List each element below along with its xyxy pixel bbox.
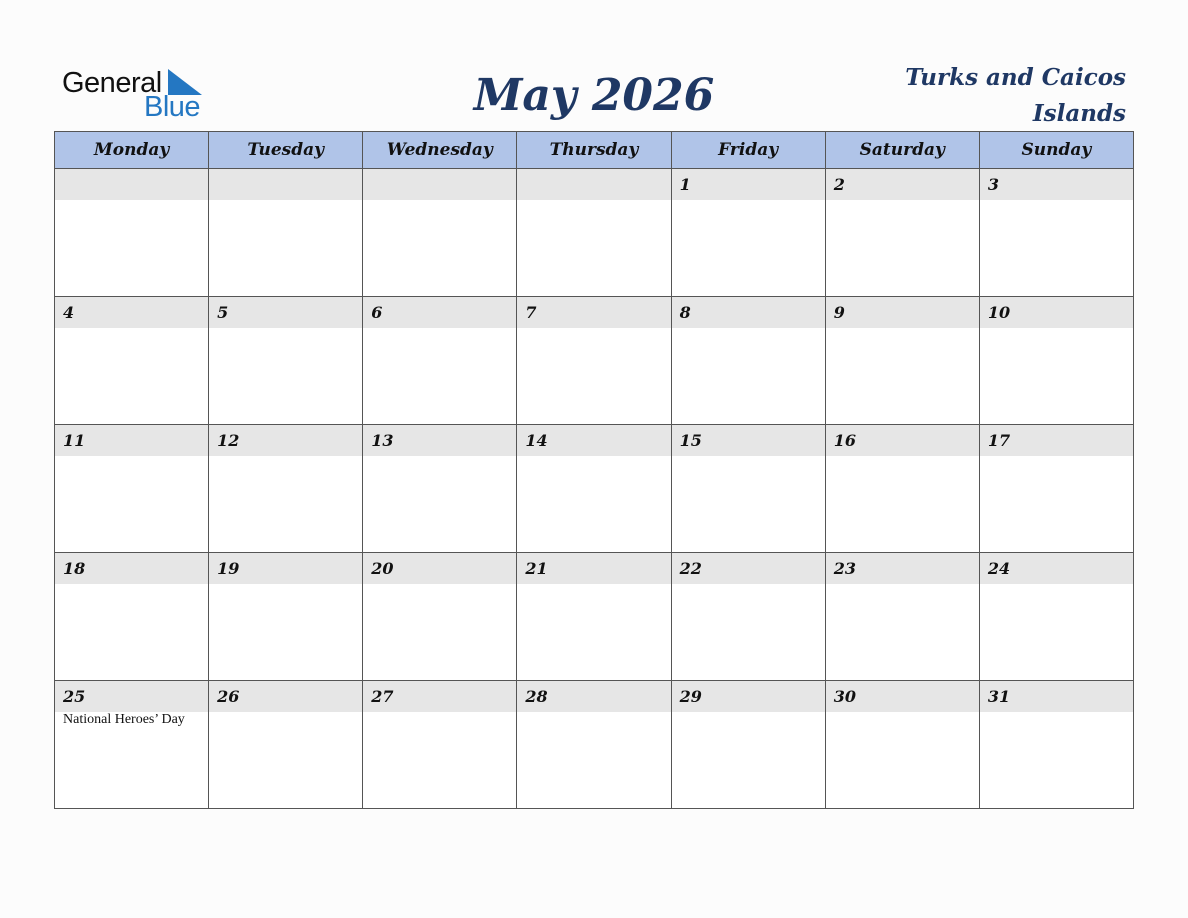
day-number	[55, 169, 208, 200]
day-cell	[55, 425, 209, 553]
day-cell	[825, 681, 979, 809]
day-cell	[209, 169, 363, 297]
day-cell	[209, 553, 363, 681]
day-number: 29	[672, 681, 825, 712]
day-number: 20	[363, 553, 516, 584]
day-number: 5	[209, 297, 362, 328]
day-number: 24	[980, 553, 1133, 584]
day-number: 12	[209, 425, 362, 456]
day-number: 21	[517, 553, 670, 584]
day-cell	[671, 169, 825, 297]
day-number: 26	[209, 681, 362, 712]
day-cell	[209, 681, 363, 809]
day-cell	[55, 681, 209, 809]
day-number: 3	[980, 169, 1133, 200]
day-number: 15	[672, 425, 825, 456]
day-number: 22	[672, 553, 825, 584]
holiday-label: National Heroes’ Day	[63, 712, 185, 727]
day-number: 9	[826, 297, 979, 328]
day-number: 17	[980, 425, 1133, 456]
day-number: 10	[980, 297, 1133, 328]
day-cell	[363, 169, 517, 297]
day-cell	[825, 297, 979, 425]
day-cell	[979, 169, 1133, 297]
day-cell	[363, 425, 517, 553]
day-number: 25	[55, 681, 208, 712]
week-row	[55, 553, 1134, 681]
day-cell	[517, 681, 671, 809]
weekday-sunday: Sunday	[979, 132, 1133, 169]
weekday-saturday: Saturday	[825, 132, 979, 169]
week-row	[55, 425, 1134, 553]
day-cell	[671, 553, 825, 681]
day-number	[517, 169, 670, 200]
week-row	[55, 681, 1134, 809]
weekday-friday: Friday	[671, 132, 825, 169]
day-cell	[671, 681, 825, 809]
day-cell	[517, 553, 671, 681]
day-cell	[517, 297, 671, 425]
day-number: 28	[517, 681, 670, 712]
day-cell	[55, 297, 209, 425]
day-number: 1	[672, 169, 825, 200]
day-cell	[55, 553, 209, 681]
day-cell	[55, 169, 209, 297]
logo-text-general: General	[62, 67, 162, 99]
country-name: Turks and Caicos Islands	[905, 64, 1126, 127]
day-number: 31	[980, 681, 1133, 712]
week-row	[55, 297, 1134, 425]
weekday-wednesday: Wednesday	[363, 132, 517, 169]
day-number: 6	[363, 297, 516, 328]
day-cell	[363, 681, 517, 809]
day-cell	[979, 553, 1133, 681]
day-number	[209, 169, 362, 200]
day-number: 27	[363, 681, 516, 712]
day-number	[363, 169, 516, 200]
week-row	[55, 169, 1134, 297]
day-number: 16	[826, 425, 979, 456]
day-number: 13	[363, 425, 516, 456]
day-number: 8	[672, 297, 825, 328]
day-cell	[517, 425, 671, 553]
day-number: 18	[55, 553, 208, 584]
day-cell	[671, 297, 825, 425]
day-cell	[363, 297, 517, 425]
day-cell	[671, 425, 825, 553]
day-number: 4	[55, 297, 208, 328]
day-cell	[825, 553, 979, 681]
day-cell	[517, 169, 671, 297]
logo-text-blue: Blue	[144, 91, 201, 123]
day-number: 23	[826, 553, 979, 584]
day-cell	[209, 425, 363, 553]
day-cell	[825, 425, 979, 553]
day-number: 30	[826, 681, 979, 712]
day-cell	[363, 553, 517, 681]
day-cell	[979, 681, 1133, 809]
day-number: 14	[517, 425, 670, 456]
day-number: 2	[826, 169, 979, 200]
day-number: 19	[209, 553, 362, 584]
weekday-thursday: Thursday	[517, 132, 671, 169]
day-cell	[979, 297, 1133, 425]
calendar-title: May 2026	[473, 70, 715, 121]
weekday-header-row	[55, 132, 1134, 169]
day-cell	[209, 297, 363, 425]
calendar-grid	[54, 131, 1134, 809]
day-number: 11	[55, 425, 208, 456]
day-cell	[825, 169, 979, 297]
day-cell	[979, 425, 1133, 553]
weekday-monday: Monday	[55, 132, 209, 169]
weekday-tuesday: Tuesday	[209, 132, 363, 169]
day-number: 7	[517, 297, 670, 328]
